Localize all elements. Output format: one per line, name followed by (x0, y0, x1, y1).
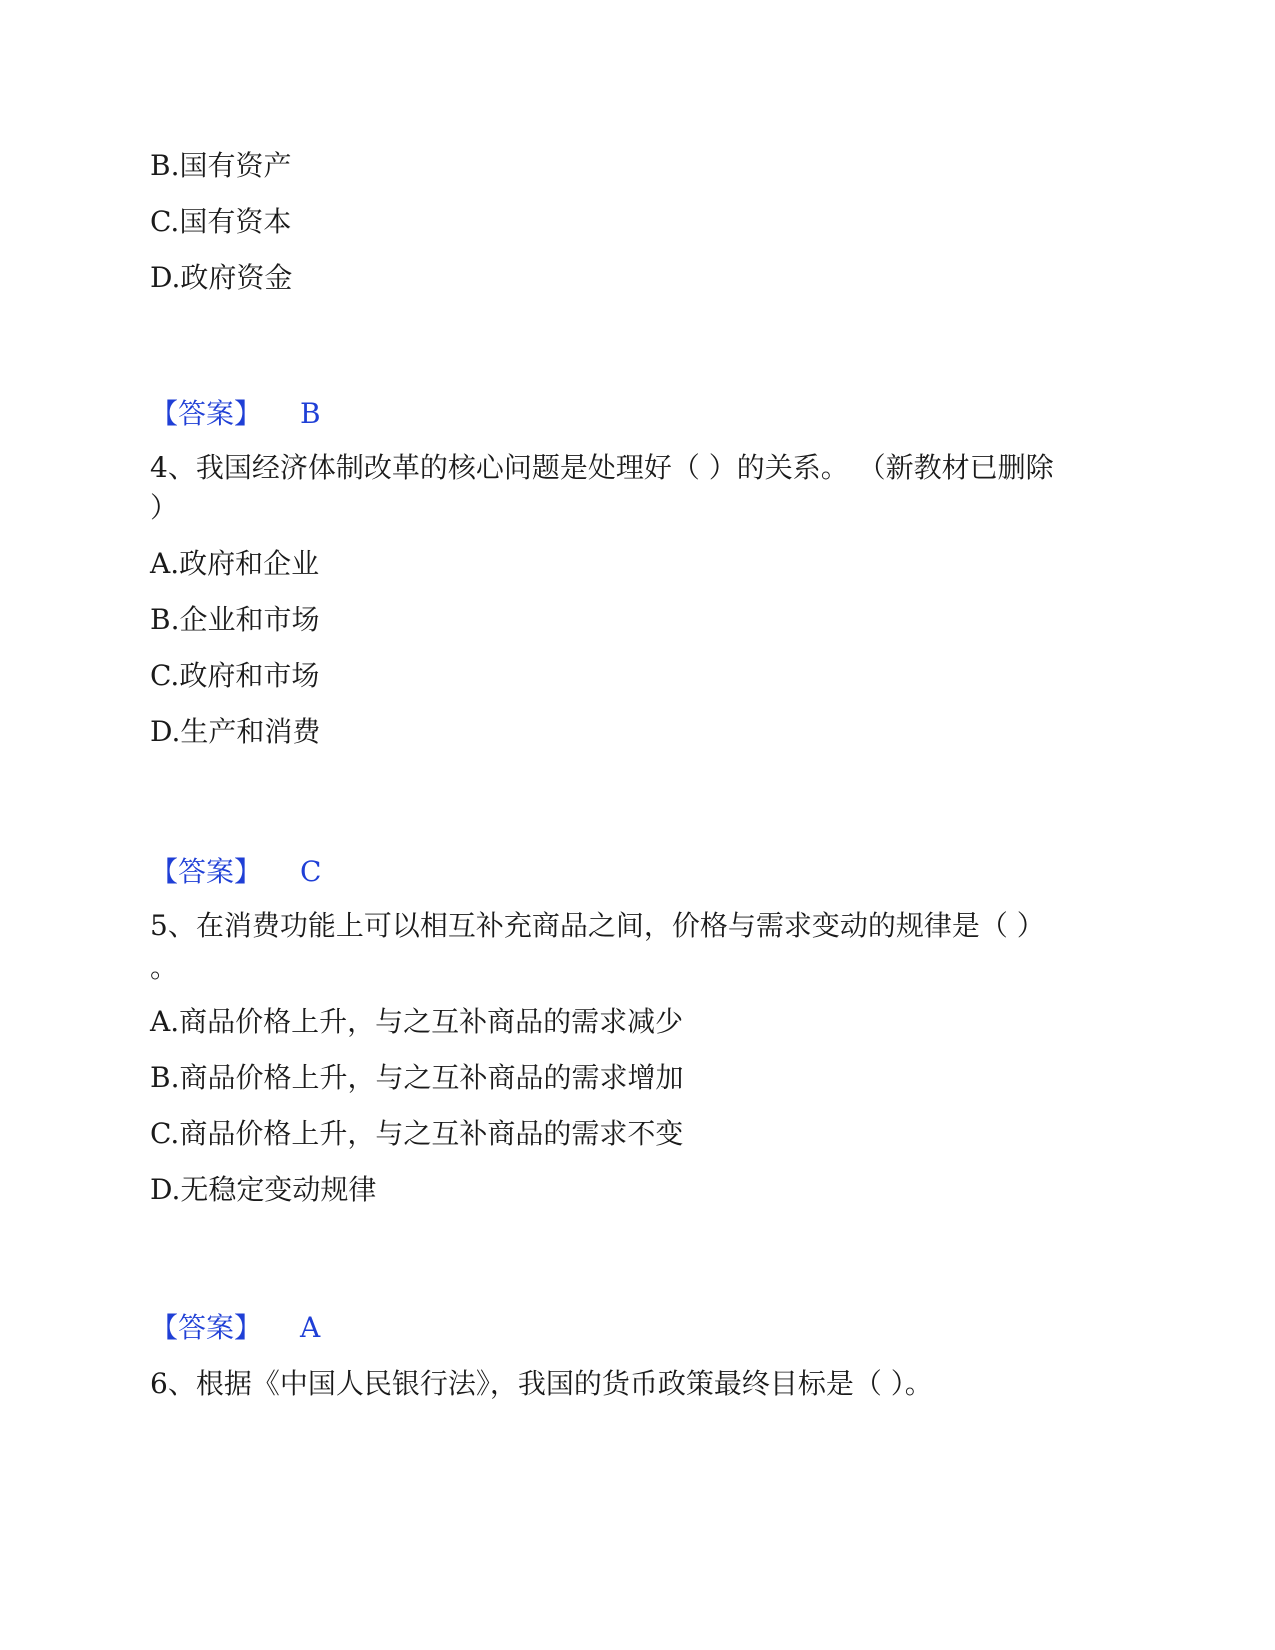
q3-option-b: B.国有资产 (150, 149, 292, 182)
answer-label: 【答案】 (150, 855, 263, 888)
q5-stem-line1: 5、在消费功能上可以相互补充商品之间，价格与需求变动的规律是（ ） (150, 909, 1045, 942)
q6-stem-line1: 6、根据《中国人民银行法》，我国的货币政策最终目标是（ ）。 (150, 1367, 933, 1400)
q5-option-a: A.商品价格上升，与之互补商品的需求减少 (150, 1005, 684, 1038)
q4-stem-line2: ） (150, 491, 179, 524)
q4-option-a: A.政府和企业 (150, 547, 320, 580)
q4-answer (150, 854, 322, 890)
q3-answer (150, 396, 321, 432)
answer-value: A (300, 1311, 321, 1344)
answer-value: B (300, 397, 321, 430)
q3-option-d: D.政府资金 (150, 261, 293, 294)
q4-stem-line1: 4、我国经济体制改革的核心问题是处理好（ ）的关系。 （新教材已删除 (150, 451, 1054, 484)
q4-option-b: B.企业和市场 (150, 603, 320, 636)
q5-stem-line2: 。 (150, 951, 179, 984)
answer-value: C (300, 855, 322, 888)
answer-label: 【答案】 (150, 1311, 263, 1344)
q5-option-b: B.商品价格上升，与之互补商品的需求增加 (150, 1061, 684, 1094)
q5-option-d: D.无稳定变动规律 (150, 1173, 377, 1206)
q4-option-d: D.生产和消费 (150, 715, 321, 748)
q3-option-c: C.国有资本 (150, 205, 292, 238)
q5-answer (150, 1310, 321, 1346)
q5-option-c: C.商品价格上升，与之互补商品的需求不变 (150, 1117, 684, 1150)
answer-label: 【答案】 (150, 397, 263, 430)
q4-option-c: C.政府和市场 (150, 659, 320, 692)
